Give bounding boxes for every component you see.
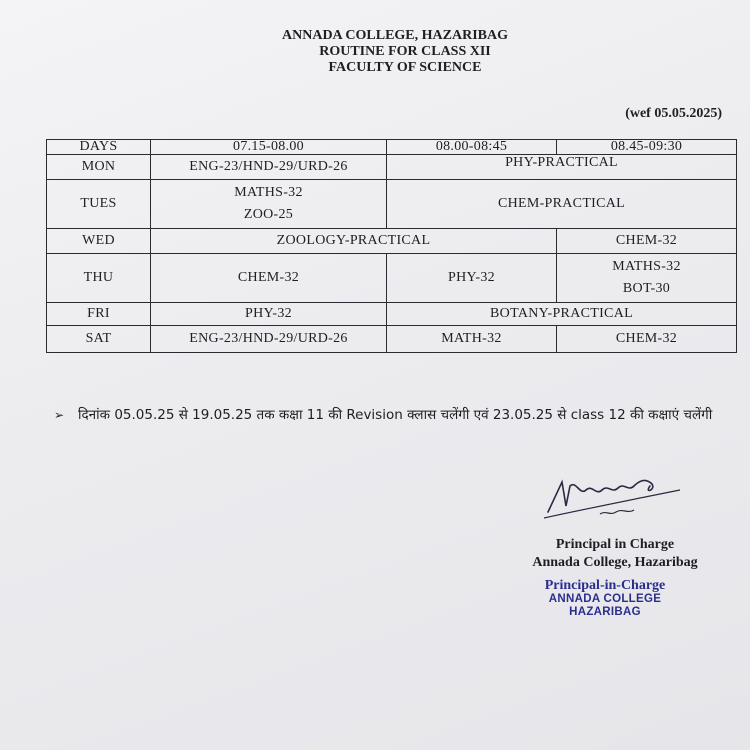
signatory-title: Principal in Charge [555,537,675,552]
class-cell: ZOOLOGY-PRACTICAL [151,229,557,254]
table-row [47,155,737,180]
notice-text: दिनांक 05.05.25 से 19.05.25 तक कक्षा 11 की Revision क्लास चलेंगी एवं 23.05.25 से class 12 की कक्षाएं चलेंगी [78,407,713,423]
signatory-college: Annada College, Hazaribag [532,555,698,570]
class-cell [557,254,737,303]
signature [540,470,690,530]
class-cell: PHY-32 [387,254,557,303]
signatory-block [470,536,750,572]
class-cell: MATH-32 [387,326,557,353]
class-entry: MATHS-32 [612,259,681,274]
class-entry: ZOO-25 [243,207,294,222]
day-cell: WED [47,229,151,254]
routine-table [46,139,737,353]
class-cell: ENG-23/HND-29/URD-26 [151,326,387,353]
days-header: DAYS [47,140,151,155]
class-cell: CHEM-PRACTICAL [387,180,737,229]
class-cell: CHEM-32 [151,254,387,303]
notice [54,403,750,427]
class-cell: BOTANY-PRACTICAL [387,303,737,326]
class-entry: MATHS-32 [234,185,303,200]
class-cell: CHEM-32 [557,326,737,353]
class-entry: BOT-30 [622,281,671,296]
day-cell: MON [47,155,151,180]
class-cell: PHY-PRACTICAL [387,155,737,180]
day-cell: THU [47,254,151,303]
stamp-line-2: ANNADA COLLEGE [548,593,662,605]
class-cell [151,180,387,229]
official-stamp [500,578,710,619]
table-row [47,229,737,254]
table-row [47,303,737,326]
document-header [0,28,750,76]
class-cell: PHY-32 [151,303,387,326]
faculty-title: FACULTY OF SCIENCE [328,60,482,75]
stamp-line-1: Principal-in-Charge [544,578,666,593]
slot-1-header: 07.15-08.00 [151,140,387,155]
class-cell: CHEM-32 [557,229,737,254]
day-cell: FRI [47,303,151,326]
day-cell: SAT [47,326,151,353]
day-cell: TUES [47,180,151,229]
table-row [47,326,737,353]
stamp-line-3: HAZARIBAG [569,606,641,618]
table-header-row [47,140,737,155]
slot-2-header: 08.00-08:45 [387,140,557,155]
class-cell: ENG-23/HND-29/URD-26 [151,155,387,180]
routine-title: ROUTINE FOR CLASS XII [319,44,491,59]
college-name: ANNADA COLLEGE, HAZARIBAG [282,28,508,43]
table-row [47,180,737,229]
table-row [47,254,737,303]
slot-3-header: 08.45-09:30 [557,140,737,155]
effective-date: (wef 05.05.2025) [625,106,722,121]
bullet-arrow-icon: ➢ [54,408,65,422]
